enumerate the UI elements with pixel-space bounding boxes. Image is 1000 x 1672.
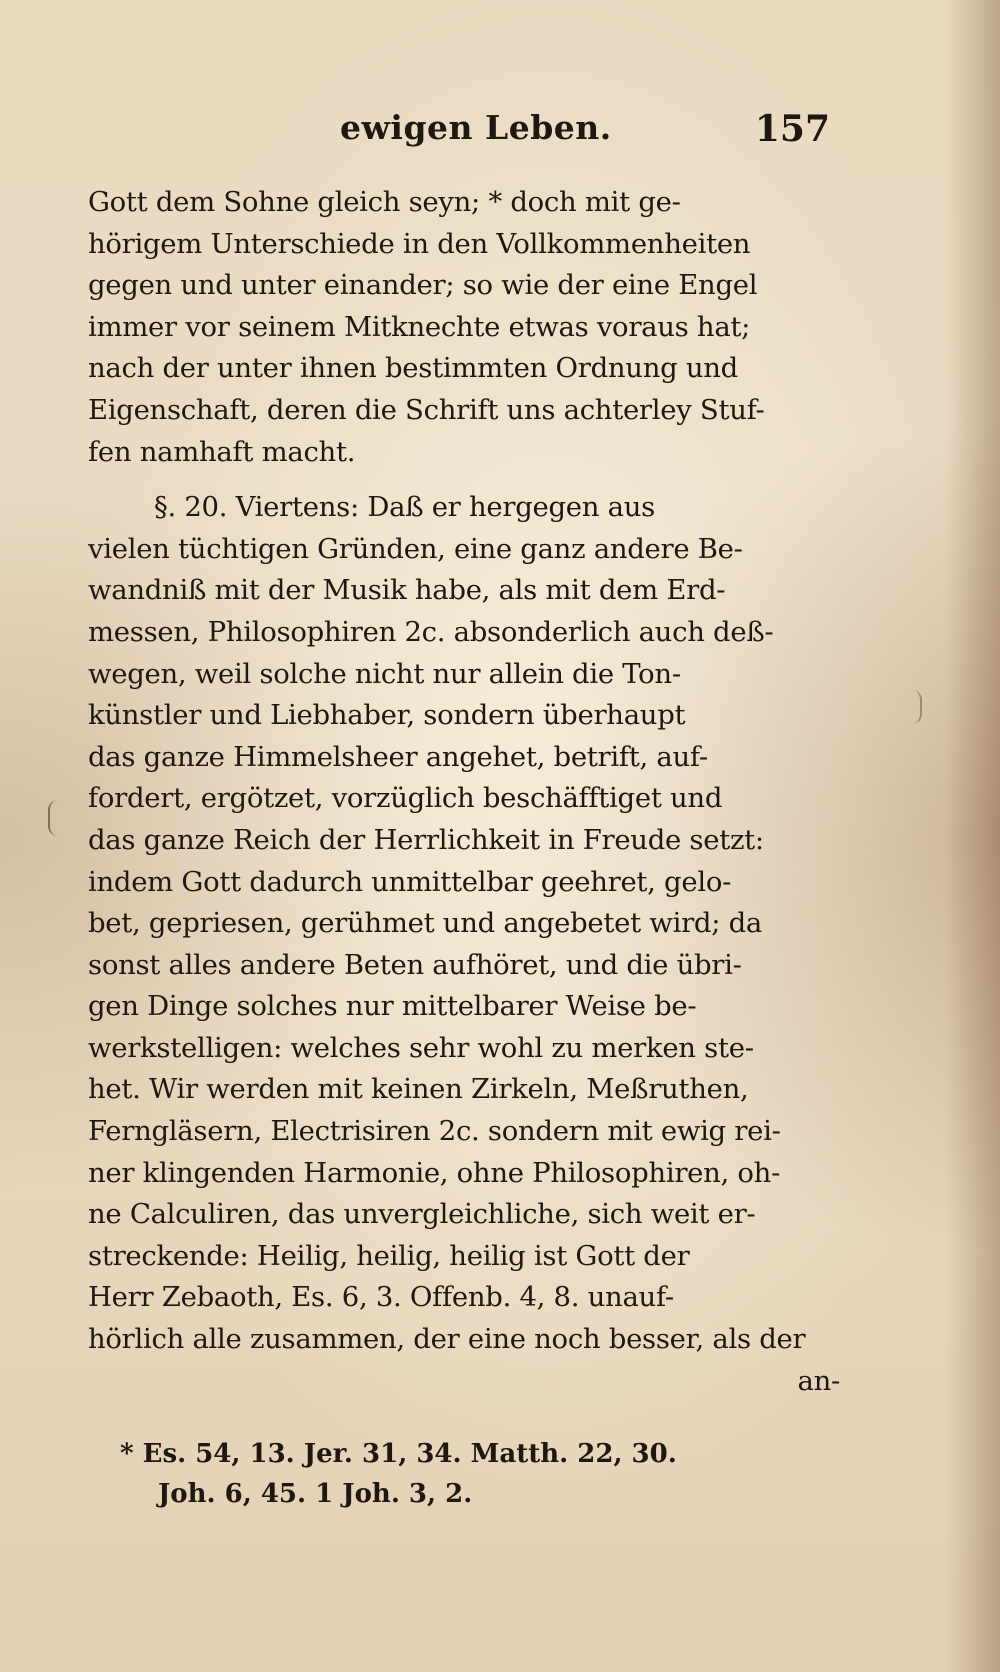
page-number: 157 bbox=[754, 108, 830, 150]
text-line: werkstelligen: welches sehr wohl zu merken ste- bbox=[88, 1031, 754, 1064]
text-line: indem Gott dadurch unmittelbar geehret, gelo- bbox=[88, 865, 732, 898]
margin-bracket-mark bbox=[912, 690, 922, 724]
text-line: nach der unter ihnen bestimmten Ordnung und bbox=[88, 352, 738, 385]
text-line: vielen tüchtigen Gründen, eine ganz andere Be- bbox=[88, 532, 743, 565]
text-line: immer vor seinem Mitknechte etwas voraus hat; bbox=[88, 310, 751, 343]
text-line: das ganze Reich der Herrlichkeit in Freude setzt: bbox=[88, 823, 764, 856]
text-line: fordert, ergötzet, vorzüglich beschäfftiget und bbox=[88, 782, 723, 815]
text-line: hörigem Unterschiede in den Vollkommenheiten bbox=[88, 227, 751, 260]
text-line: ner klingenden Harmonie, ohne Philosophiren, oh- bbox=[88, 1156, 781, 1189]
running-head: ewigen Leben. bbox=[340, 108, 612, 147]
footnote bbox=[120, 1434, 840, 1514]
text-line: künstler und Liebhaber, sondern überhaupt bbox=[88, 699, 686, 732]
text-line: messen, Philosophiren 2c. absonderlich auch deß- bbox=[88, 615, 774, 648]
paragraph-gap bbox=[88, 473, 840, 487]
text-line: Gott dem Sohne gleich seyn; * doch mit ge- bbox=[88, 186, 681, 218]
text-line: bet, gepriesen, gerühmet und angebetet wird; da bbox=[88, 907, 763, 940]
text-line: hörlich alle zusammen, der eine noch besser, als der bbox=[88, 1323, 806, 1356]
text-line: streckende: Heilig, heilig, heilig ist Gott der bbox=[88, 1239, 690, 1272]
text-line: fen namhaft macht. bbox=[88, 435, 356, 468]
footnote-line: Joh. 6, 45. 1 Joh. 3, 2. bbox=[158, 1479, 473, 1509]
section-start-line: §. 20. Viertens: Daß er hergegen aus bbox=[154, 491, 655, 524]
text-line: wegen, weil solche nicht nur allein die Ton- bbox=[88, 657, 681, 690]
text-line: het. Wir werden mit keinen Zirkeln, Meßruthen, bbox=[88, 1073, 749, 1106]
text-line: das ganze Himmelsheer angehet, betrift, auf- bbox=[88, 740, 708, 773]
margin-bracket-mark bbox=[48, 800, 58, 836]
main-text bbox=[88, 182, 840, 1402]
text-line: Eigenschaft, deren die Schrift uns achterley Stuf- bbox=[88, 393, 765, 426]
text-line: ne Calculiren, das unvergleichliche, sich weit er- bbox=[88, 1198, 756, 1231]
text-line: Ferngläsern, Electrisiren 2c. sondern mit ewig rei- bbox=[88, 1115, 781, 1148]
text-line: gegen und unter einander; so wie der eine Engel bbox=[88, 269, 758, 302]
footnote-line: * Es. 54, 13. Jer. 31, 34. Matth. 22, 30. bbox=[120, 1439, 677, 1469]
text-line: Herr Zebaoth, Es. 6, 3. Offenb. 4, 8. unauf- bbox=[88, 1281, 674, 1314]
page-header bbox=[90, 108, 830, 156]
text-line: gen Dinge solches nur mittelbarer Weise be- bbox=[88, 990, 697, 1023]
text-line: sonst alles andere Beten aufhöret, und die übri- bbox=[88, 948, 742, 981]
catchword: an- bbox=[797, 1364, 840, 1397]
text-line: wandniß mit der Musik habe, als mit dem Erd- bbox=[88, 574, 726, 607]
